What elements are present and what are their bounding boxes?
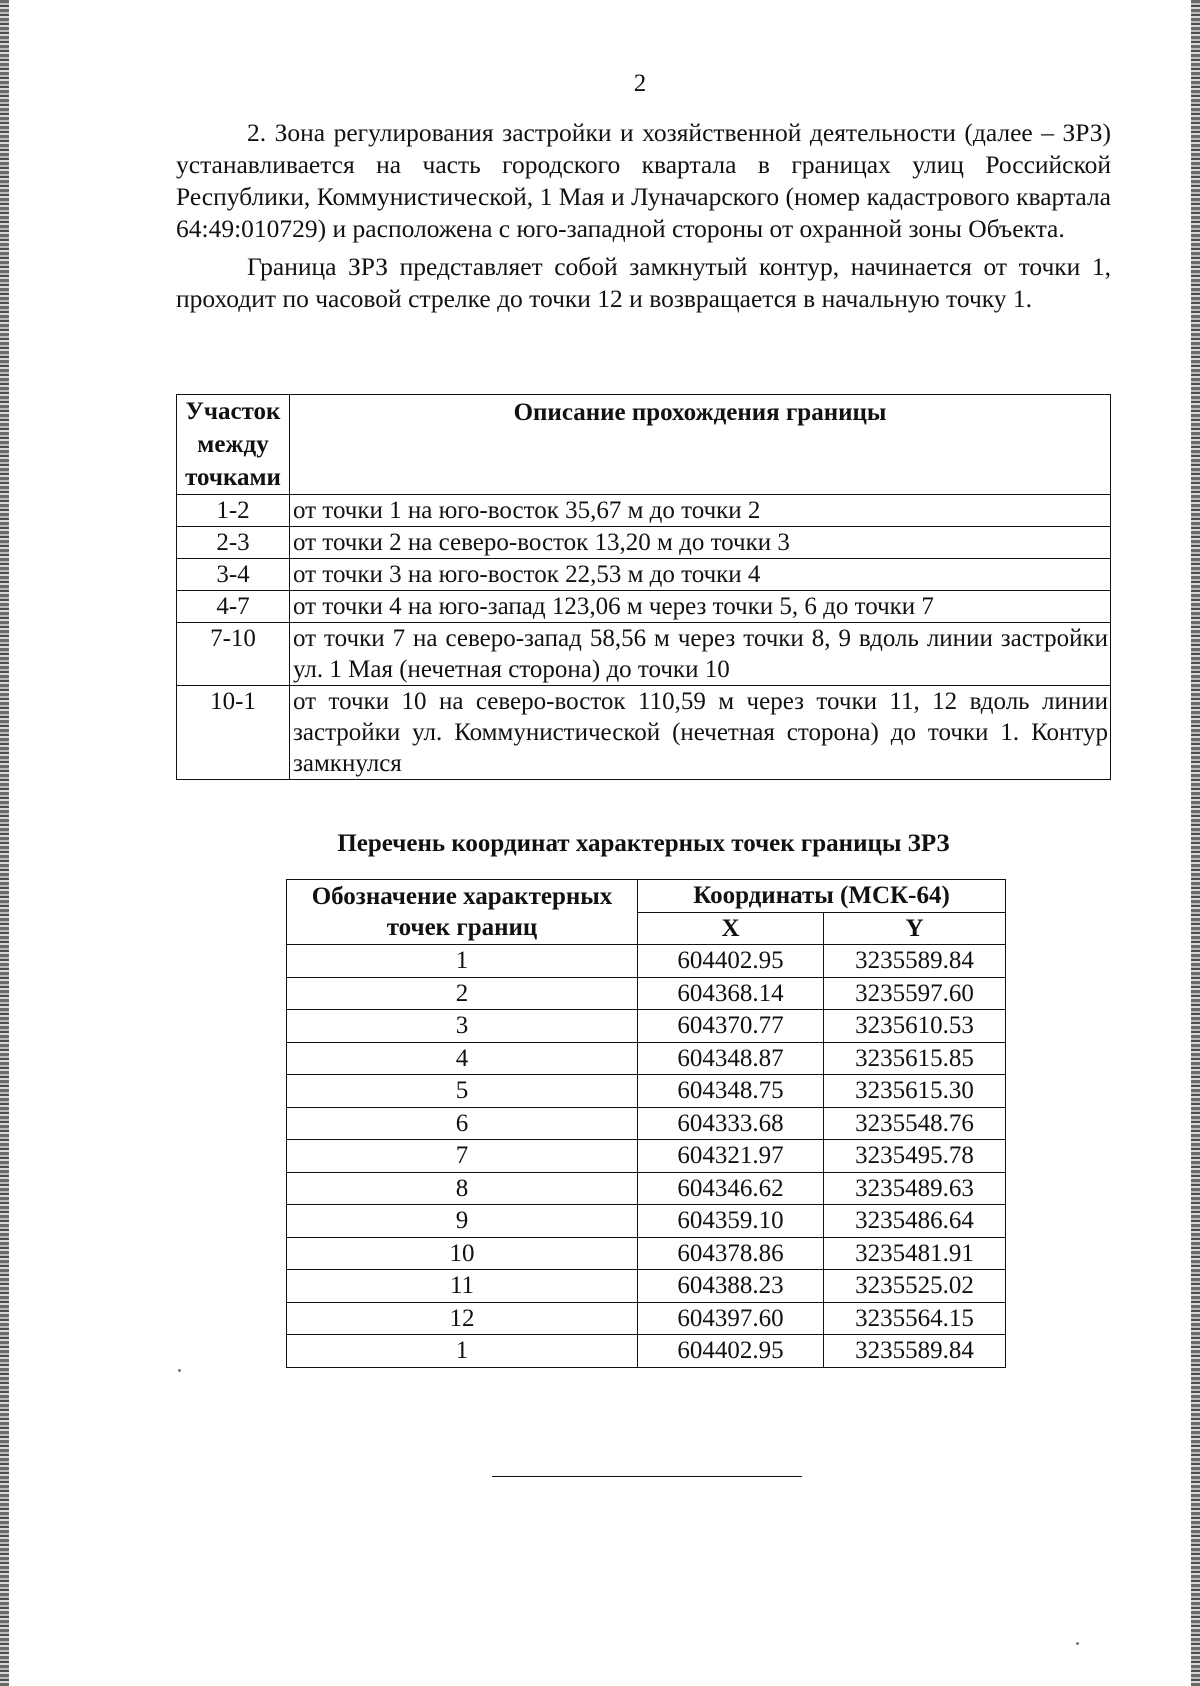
y-cell: 3235481.91 bbox=[824, 1237, 1006, 1270]
header-description: Описание прохождения границы bbox=[290, 395, 1111, 495]
x-cell: 604370.77 bbox=[638, 1010, 824, 1043]
y-cell: 3235564.15 bbox=[824, 1302, 1006, 1335]
boundary-description-table bbox=[176, 394, 1111, 780]
table-row bbox=[177, 495, 1111, 527]
point-cell: 9 bbox=[287, 1205, 638, 1238]
table-row bbox=[287, 977, 1006, 1010]
y-cell: 3235589.84 bbox=[824, 1335, 1006, 1368]
point-cell: 10 bbox=[287, 1237, 638, 1270]
x-cell: 604348.75 bbox=[638, 1075, 824, 1108]
scan-edge-right bbox=[1191, 0, 1200, 1686]
header-point-designation: Обозначение характерных точек границ bbox=[287, 880, 638, 945]
table-header-row bbox=[287, 880, 1006, 913]
x-cell: 604402.95 bbox=[638, 945, 824, 978]
description-cell: от точки 7 на северо-запад 58,56 м через точки 8, 9 вдоль линии застройки ул. 1 Мая (нечетная сторона) до точки 10 bbox=[290, 623, 1111, 686]
table-row bbox=[177, 591, 1111, 623]
segment-cell: 7-10 bbox=[177, 623, 290, 686]
scan-speck bbox=[1076, 1642, 1079, 1645]
point-cell: 1 bbox=[287, 1335, 638, 1368]
segment-cell: 2-3 bbox=[177, 527, 290, 559]
x-cell: 604333.68 bbox=[638, 1107, 824, 1140]
y-cell: 3235489.63 bbox=[824, 1172, 1006, 1205]
point-cell: 1 bbox=[287, 945, 638, 978]
segment-cell: 3-4 bbox=[177, 559, 290, 591]
segment-cell: 4-7 bbox=[177, 591, 290, 623]
segment-cell: 1-2 bbox=[177, 495, 290, 527]
point-cell: 4 bbox=[287, 1042, 638, 1075]
y-cell: 3235610.53 bbox=[824, 1010, 1006, 1043]
body-text bbox=[176, 117, 1111, 321]
table-row bbox=[287, 1107, 1006, 1140]
table-row bbox=[287, 1042, 1006, 1075]
x-cell: 604359.10 bbox=[638, 1205, 824, 1238]
point-cell: 7 bbox=[287, 1140, 638, 1173]
table-row bbox=[287, 1302, 1006, 1335]
x-cell: 604346.62 bbox=[638, 1172, 824, 1205]
coordinates-table bbox=[286, 879, 1006, 1368]
y-cell: 3235486.64 bbox=[824, 1205, 1006, 1238]
coordinates-title: Перечень координат характерных точек границы ЗРЗ bbox=[337, 830, 950, 857]
table-row bbox=[287, 1075, 1006, 1108]
scan-edge-left bbox=[0, 0, 9, 1686]
y-cell: 3235495.78 bbox=[824, 1140, 1006, 1173]
table-row bbox=[287, 1205, 1006, 1238]
point-cell: 3 bbox=[287, 1010, 638, 1043]
point-cell: 5 bbox=[287, 1075, 638, 1108]
closing-separator-line bbox=[492, 1476, 802, 1477]
point-cell: 2 bbox=[287, 977, 638, 1010]
x-cell: 604321.97 bbox=[638, 1140, 824, 1173]
y-cell: 3235589.84 bbox=[824, 945, 1006, 978]
table-row bbox=[287, 1172, 1006, 1205]
paragraph-zone-definition: 2. Зона регулирования застройки и хозяйственной деятельности (далее – ЗРЗ) устанавливается на часть городского квартала в границах улиц Российской Республики, Коммунистической, 1 Мая и Луначарского (номер кадастрового квартала 64:49:010729) и расположена с юго-западной стороны от охранной зоны Объекта. bbox=[176, 118, 1111, 243]
description-cell: от точки 3 на юго-восток 22,53 м до точки 4 bbox=[290, 559, 1111, 591]
x-cell: 604378.86 bbox=[638, 1237, 824, 1270]
point-cell: 6 bbox=[287, 1107, 638, 1140]
x-cell: 604397.60 bbox=[638, 1302, 824, 1335]
x-cell: 604348.87 bbox=[638, 1042, 824, 1075]
table-row bbox=[287, 945, 1006, 978]
x-cell: 604388.23 bbox=[638, 1270, 824, 1303]
point-cell: 11 bbox=[287, 1270, 638, 1303]
header-y: Y bbox=[824, 912, 1006, 945]
table-row bbox=[287, 1270, 1006, 1303]
description-cell: от точки 1 на юго-восток 35,67 м до точки 2 bbox=[290, 495, 1111, 527]
y-cell: 3235615.85 bbox=[824, 1042, 1006, 1075]
page-number: 2 bbox=[633, 70, 647, 97]
table-row bbox=[287, 1140, 1006, 1173]
header-x: X bbox=[638, 912, 824, 945]
table-row bbox=[177, 559, 1111, 591]
table-row bbox=[287, 1010, 1006, 1043]
scan-speck bbox=[178, 1369, 181, 1372]
table-row bbox=[287, 1237, 1006, 1270]
header-segment: Участок между точками bbox=[177, 395, 290, 495]
point-cell: 8 bbox=[287, 1172, 638, 1205]
table-row bbox=[177, 686, 1111, 780]
segment-cell: 10-1 bbox=[177, 686, 290, 780]
x-cell: 604368.14 bbox=[638, 977, 824, 1010]
y-cell: 3235615.30 bbox=[824, 1075, 1006, 1108]
table-row bbox=[177, 527, 1111, 559]
x-cell: 604402.95 bbox=[638, 1335, 824, 1368]
point-cell: 12 bbox=[287, 1302, 638, 1335]
y-cell: 3235525.02 bbox=[824, 1270, 1006, 1303]
description-cell: от точки 2 на северо-восток 13,20 м до точки 3 bbox=[290, 527, 1111, 559]
table-row bbox=[177, 623, 1111, 686]
description-cell: от точки 10 на северо-восток 110,59 м через точки 11, 12 вдоль линии застройки ул. Коммунистической (нечетная сторона) до точки 1. Контур замкнулся bbox=[290, 686, 1111, 780]
table-header-row bbox=[177, 395, 1111, 495]
description-cell: от точки 4 на юго-запад 123,06 м через точки 5, 6 до точки 7 bbox=[290, 591, 1111, 623]
table-row bbox=[287, 1335, 1006, 1368]
y-cell: 3235548.76 bbox=[824, 1107, 1006, 1140]
y-cell: 3235597.60 bbox=[824, 977, 1006, 1010]
paragraph-boundary-contour: Граница ЗРЗ представляет собой замкнутый контур, начинается от точки 1, проходит по часовой стрелке до точки 12 и возвращается в начальную точку 1. bbox=[176, 252, 1111, 313]
header-coordinates: Координаты (МСК-64) bbox=[638, 880, 1006, 913]
